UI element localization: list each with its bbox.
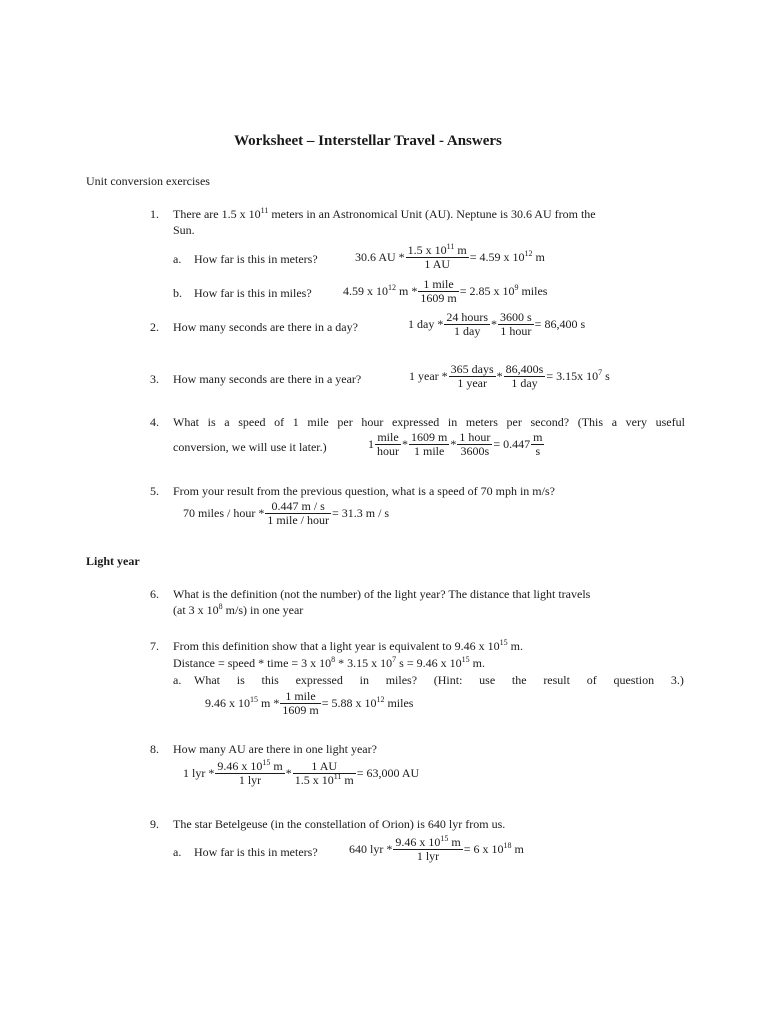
question-1-line-2: Sun. xyxy=(173,223,195,237)
question-9-text: The star Betelgeuse (in the constellation of Orion) is 640 lyr from us. xyxy=(173,817,506,831)
question-number: 3. xyxy=(150,372,159,386)
fraction: $\frac{1609 m}{\text{1 mile}}$ xyxy=(411,430,448,458)
question-1-line-1: There are 1.5 x $10^{11}$ meters in an Astronomical Unit (AU). Neptune is 30.6 AU from the xyxy=(173,206,596,221)
fraction: $\frac{\text{mile}}{\text{hour}}$ xyxy=(377,430,399,458)
question-7-line-1: From this definition show that a light year is equivalent to 9.46 x $10^{15}$ m. xyxy=(173,638,523,653)
question-number: 5. xyxy=(150,484,159,498)
question-9a-text: How far is this in meters? xyxy=(194,845,318,859)
page-title: Worksheet – Interstellar Travel - Answers xyxy=(234,133,502,149)
sub-label: a. xyxy=(173,673,182,687)
question-7-line-2: Distance = speed * time = 3 x $10^8 * 3.15$ x $10^7$ s = 9.46 x $10^{15}$ m. xyxy=(173,655,485,670)
fraction: $\frac{\text{1 mile}}{1609 m}$ xyxy=(282,689,319,717)
question-8-text: How many AU are there in one light year? xyxy=(173,742,377,756)
fraction: $\frac{0.447 m / s}{\text{1 mile / hour}}$ xyxy=(267,499,329,527)
question-number: 2. xyxy=(150,320,159,334)
fraction: $\frac{86,400s}{\text{1 day}}$ xyxy=(505,362,544,390)
question-4-line-1: What is a speed of 1 mile per hour expressed in meters per second? (This a very useful xyxy=(173,415,685,429)
question-1b-text: How far is this in miles? xyxy=(194,286,312,300)
question-1a-text: How far is this in meters? xyxy=(194,252,318,266)
question-5-text: From your result from the previous question, what is a speed of 70 mph in m/s? xyxy=(173,484,555,498)
question-5-equation: 70 miles / hour * $\frac{0.447 m / s}{\text{1 mile / hour}}$ = 31.3 m / s xyxy=(183,499,390,527)
question-3-text: How many seconds are there in a year? xyxy=(173,372,362,386)
question-9a-equation: 640 lyr * $\frac{9.46 x 10^{15} m}{\text{1 lyr}}$ = 6 x $10^{18}$ m xyxy=(349,834,524,863)
fraction: $\frac{9.46 x 10^{15} m}{\text{1 lyr}}$ xyxy=(217,758,283,787)
question-number: 7. xyxy=(150,639,159,653)
question-4-line-2: conversion, we will use it later.) xyxy=(173,440,327,454)
fraction: $\frac{\text{1 mile}}{1609 m}$ xyxy=(420,277,457,305)
question-number: 1. xyxy=(150,207,159,221)
question-2-equation: 1 day * $\frac{\text{24 hours}}{\text{1 day}}$ * $\frac{3600 s}{\text{1 hour}}$ = 86,400 s xyxy=(408,310,586,338)
question-1b-equation: 4.59 x $10^{12}$ m * $\frac{\text{1 mile}}{1609 m}$ = 2.85 x $10^9$ miles xyxy=(343,277,548,305)
fraction: $\frac{\text{365 days}}{\text{1 year}}$ xyxy=(450,362,494,390)
fraction: $\frac{\text{24 hours}}{\text{1 day}}$ xyxy=(446,310,488,338)
question-number: 8. xyxy=(150,742,159,756)
fraction: $\frac{3600 s}{\text{1 hour}}$ xyxy=(500,310,532,338)
question-4-equation: 1 $\frac{\text{mile}}{\text{hour}}$ * $\frac{1609 m}{\text{1 mile}}$ * $\frac{\text{1 hour}}{3600s}$ = 0.447 $\frac{m}{s}$ xyxy=(368,430,543,458)
question-7a-text: What is this expressed in miles? (Hint: use the result of question 3.) xyxy=(194,673,684,687)
question-number: 9. xyxy=(150,817,159,831)
fraction: $\frac{\text{1 hour}}{3600s}$ xyxy=(459,430,491,458)
question-2-text: How many seconds are there in a day? xyxy=(173,320,358,334)
question-7a-equation: 9.46 x $10^{15}$ m * $\frac{\text{1 mile}}{1609 m}$ = 5.88 x $10^{12}$ miles xyxy=(205,689,414,717)
fraction: $\frac{m}{s}$ xyxy=(533,430,543,458)
question-3-equation: 1 year * $\frac{\text{365 days}}{\text{1 year}}$ * $\frac{86,400s}{\text{1 day}}$ = 3.15x $10^7$ s xyxy=(409,362,610,390)
question-6-line-2: (at 3 x $10^8$ m/s) in one year xyxy=(173,602,304,617)
section-heading-light-year: Light year xyxy=(86,554,140,568)
sub-label: a. xyxy=(173,845,182,859)
fraction: $\frac{9.46 x 10^{15} m}{\text{1 lyr}}$ xyxy=(395,834,461,863)
fraction: $\frac{1 AU}{1.5 x 10^{11} m}$ xyxy=(294,759,354,787)
sub-label: a. xyxy=(173,252,182,266)
question-number: 4. xyxy=(150,415,159,429)
fraction: $\frac{1.5 x 10^{11} m}{1 AU}$ xyxy=(407,242,467,271)
sub-label: b. xyxy=(173,286,182,300)
section-heading-unit-conversion: Unit conversion exercises xyxy=(86,174,210,188)
question-number: 6. xyxy=(150,587,159,601)
question-6-line-1: What is the definition (not the number) of the light year? The distance that light travels xyxy=(173,587,591,601)
question-8-equation: 1 lyr * $\frac{9.46 x 10^{15} m}{\text{1 lyr}}$ * $\frac{1 AU}{1.5 x 10^{11} m}$ = 63,000 AU xyxy=(183,758,420,787)
question-1a-equation: 30.6 AU * $\frac{1.5 x 10^{11} m}{1 AU}$ = 4.59 x $10^{12}$ m xyxy=(355,242,545,271)
